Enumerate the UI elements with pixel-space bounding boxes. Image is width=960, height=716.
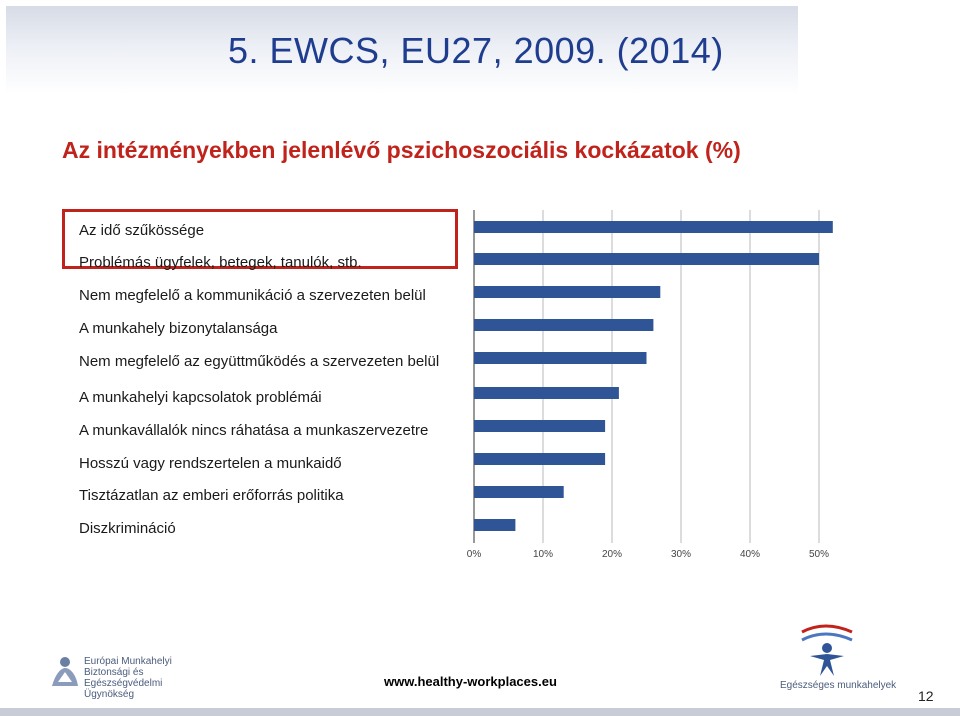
healthy-workplaces-logo <box>780 622 897 692</box>
category-label: A munkahely bizonytalansága <box>79 320 278 337</box>
category-label: Problémás ügyfelek, betegek, tanulók, stb. <box>79 254 362 271</box>
bar <box>474 221 833 233</box>
bar <box>474 286 660 298</box>
category-label: A munkavállalók nincs ráhatása a munkaszervezetre <box>79 422 429 439</box>
page-number: 12 <box>918 688 934 704</box>
bar-chart <box>460 205 900 565</box>
x-tick-label: 10% <box>532 549 554 560</box>
x-tick-label: 30% <box>670 549 692 560</box>
category-label: Diszkrimináció <box>79 520 176 537</box>
category-label: A munkahelyi kapcsolatok problémái <box>79 389 322 406</box>
category-label: Nem megfelelő a kommunikáció a szervezeten belül <box>79 287 426 304</box>
website-link[interactable]: www.healthy-workplaces.eu <box>384 674 557 689</box>
bottom-bar <box>0 708 960 716</box>
eu-osha-logo-text: Európai Munkahelyi Biztonsági és Egészségvédelmi Ügynökség <box>84 656 172 700</box>
slide-title: 5. EWCS, EU27, 2009. (2014) <box>228 30 724 71</box>
bar <box>474 319 653 331</box>
bar <box>474 253 819 265</box>
bar <box>474 519 515 531</box>
category-label: Az idő szűkössége <box>79 222 205 239</box>
chart-title: Az intézményekben jelenlévő pszichoszociális kockázatok (%) <box>62 137 741 163</box>
eu-osha-logo <box>48 652 172 700</box>
eu-osha-emblem-icon <box>48 652 82 688</box>
healthy-workplaces-caption: Egészséges munkahelyek <box>780 680 897 691</box>
category-label: Hosszú vagy rendszertelen a munkaidő <box>79 455 342 472</box>
x-tick-label: 0% <box>466 549 482 560</box>
x-tick-label: 20% <box>601 549 623 560</box>
bar <box>474 453 605 465</box>
bar <box>474 387 619 399</box>
bar <box>474 352 647 364</box>
healthy-workplaces-emblem-icon <box>780 622 890 680</box>
category-label: Nem megfelelő az együttműködés a szervezeten belül <box>79 353 440 370</box>
x-tick-label: 40% <box>739 549 761 560</box>
bar <box>474 420 605 432</box>
category-label: Tisztázatlan az emberi erőforrás politika <box>79 487 344 504</box>
bar <box>474 486 564 498</box>
x-tick-label: 50% <box>808 549 830 560</box>
